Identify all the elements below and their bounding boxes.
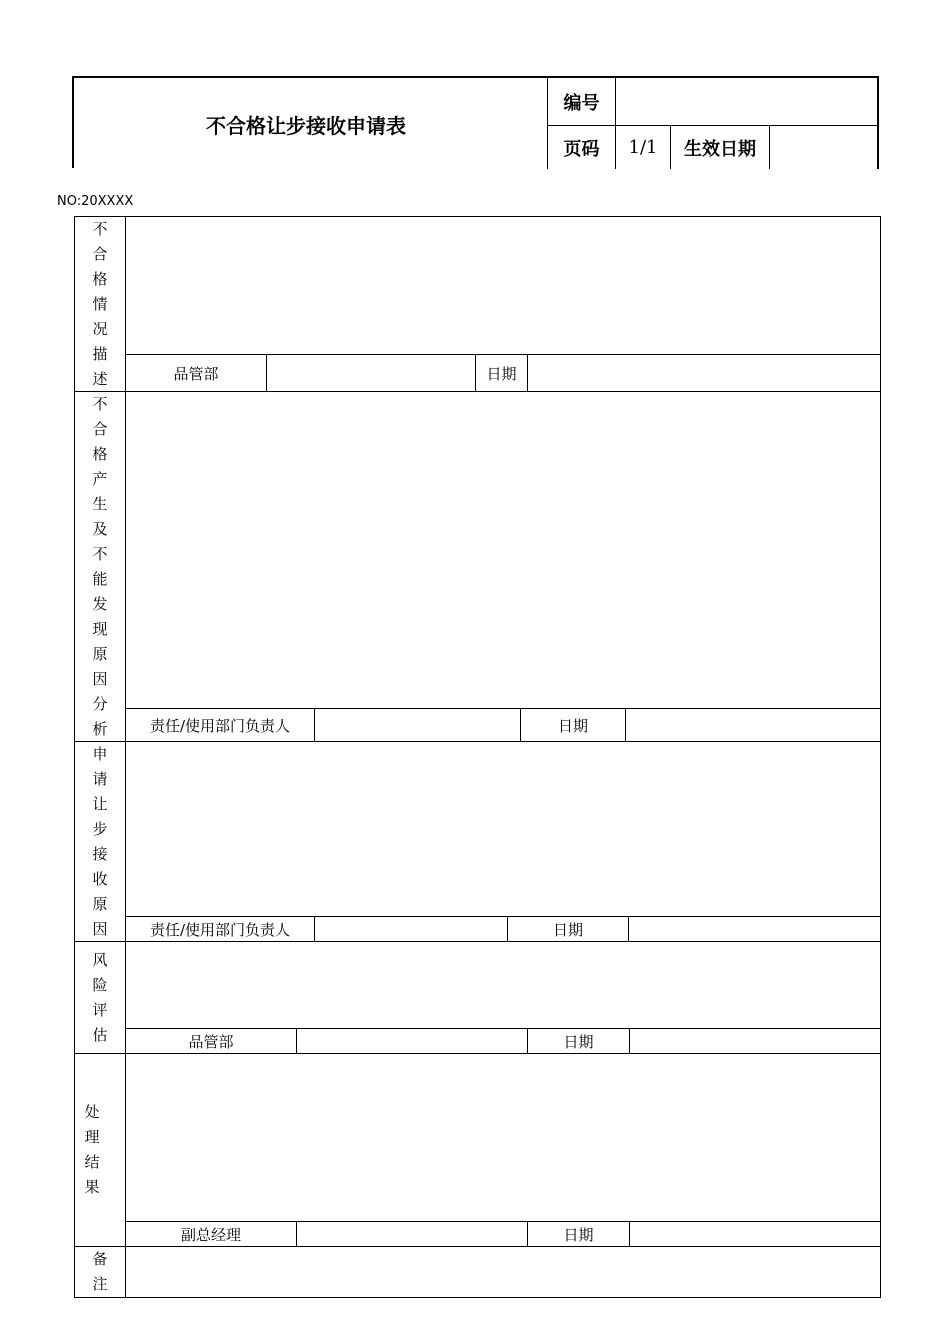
section-label-remarks <box>75 1247 125 1297</box>
section-label-text: 不 合 格 产 生 及 不 能 发 现 原 因 分 析 <box>92 395 108 738</box>
s2-sign-label: 责任/使用部门负责人 <box>149 716 291 735</box>
s5-sign-field[interactable] <box>297 1222 527 1246</box>
section-label-risk-assessment <box>75 948 125 1048</box>
form-number: NO:20XXXX <box>57 194 134 209</box>
section-label-nonconformity-description <box>75 217 125 392</box>
s4-sign-label: 品管部 <box>188 1032 234 1051</box>
section-label-text: 不 合 格 情 况 描 述 <box>92 220 108 388</box>
concession-reason-field[interactable] <box>126 742 880 916</box>
s2-date-label: 日期 <box>557 716 588 735</box>
code-value[interactable] <box>616 78 878 125</box>
s3-date-field[interactable] <box>629 917 880 941</box>
s5-sign-label: 副总经理 <box>180 1225 241 1244</box>
s1-sign-label: 品管部 <box>173 364 219 383</box>
cause-analysis-field[interactable] <box>126 392 880 708</box>
s4-date-field[interactable] <box>630 1029 880 1053</box>
page-label: 页码 <box>563 138 600 160</box>
s1-date-label: 日期 <box>486 364 517 383</box>
handling-result-field[interactable] <box>126 1054 880 1221</box>
application-table <box>74 216 881 1298</box>
s4-sign-field[interactable] <box>297 1029 527 1053</box>
s5-date-label: 日期 <box>563 1225 594 1244</box>
s1-date-field[interactable] <box>528 355 880 391</box>
page-value: 1/1 <box>628 137 658 158</box>
section-label-text: 备 注 <box>92 1250 108 1293</box>
section-label-handling-result <box>67 1100 117 1200</box>
header-title-box <box>72 76 548 168</box>
section-label-concession-reason <box>75 742 125 942</box>
nonconformity-description-field[interactable] <box>126 217 880 354</box>
code-label: 编号 <box>563 92 600 114</box>
s1-sign-field[interactable] <box>267 355 475 391</box>
risk-assessment-field[interactable] <box>126 942 880 1028</box>
s3-sign-label: 责任/使用部门负责人 <box>149 920 291 939</box>
section-label-text: 风 险 评 估 <box>92 951 108 1044</box>
form-title: 不合格让步接收申请表 <box>206 114 406 138</box>
section-label-text: 处 理 结 果 <box>84 1103 100 1196</box>
effective-date-label: 生效日期 <box>684 138 756 160</box>
s3-date-label: 日期 <box>552 920 583 939</box>
section-label-text: 申 请 让 步 接 收 原 因 <box>92 745 108 938</box>
s4-date-label: 日期 <box>563 1032 594 1051</box>
s2-sign-field[interactable] <box>315 709 520 741</box>
remarks-field[interactable] <box>126 1247 880 1297</box>
s5-date-field[interactable] <box>630 1222 880 1246</box>
s2-date-field[interactable] <box>626 709 880 741</box>
effective-date-value[interactable] <box>770 126 878 169</box>
header-info-grid <box>547 76 879 169</box>
section-label-cause-analysis <box>75 392 125 742</box>
s3-sign-field[interactable] <box>315 917 507 941</box>
